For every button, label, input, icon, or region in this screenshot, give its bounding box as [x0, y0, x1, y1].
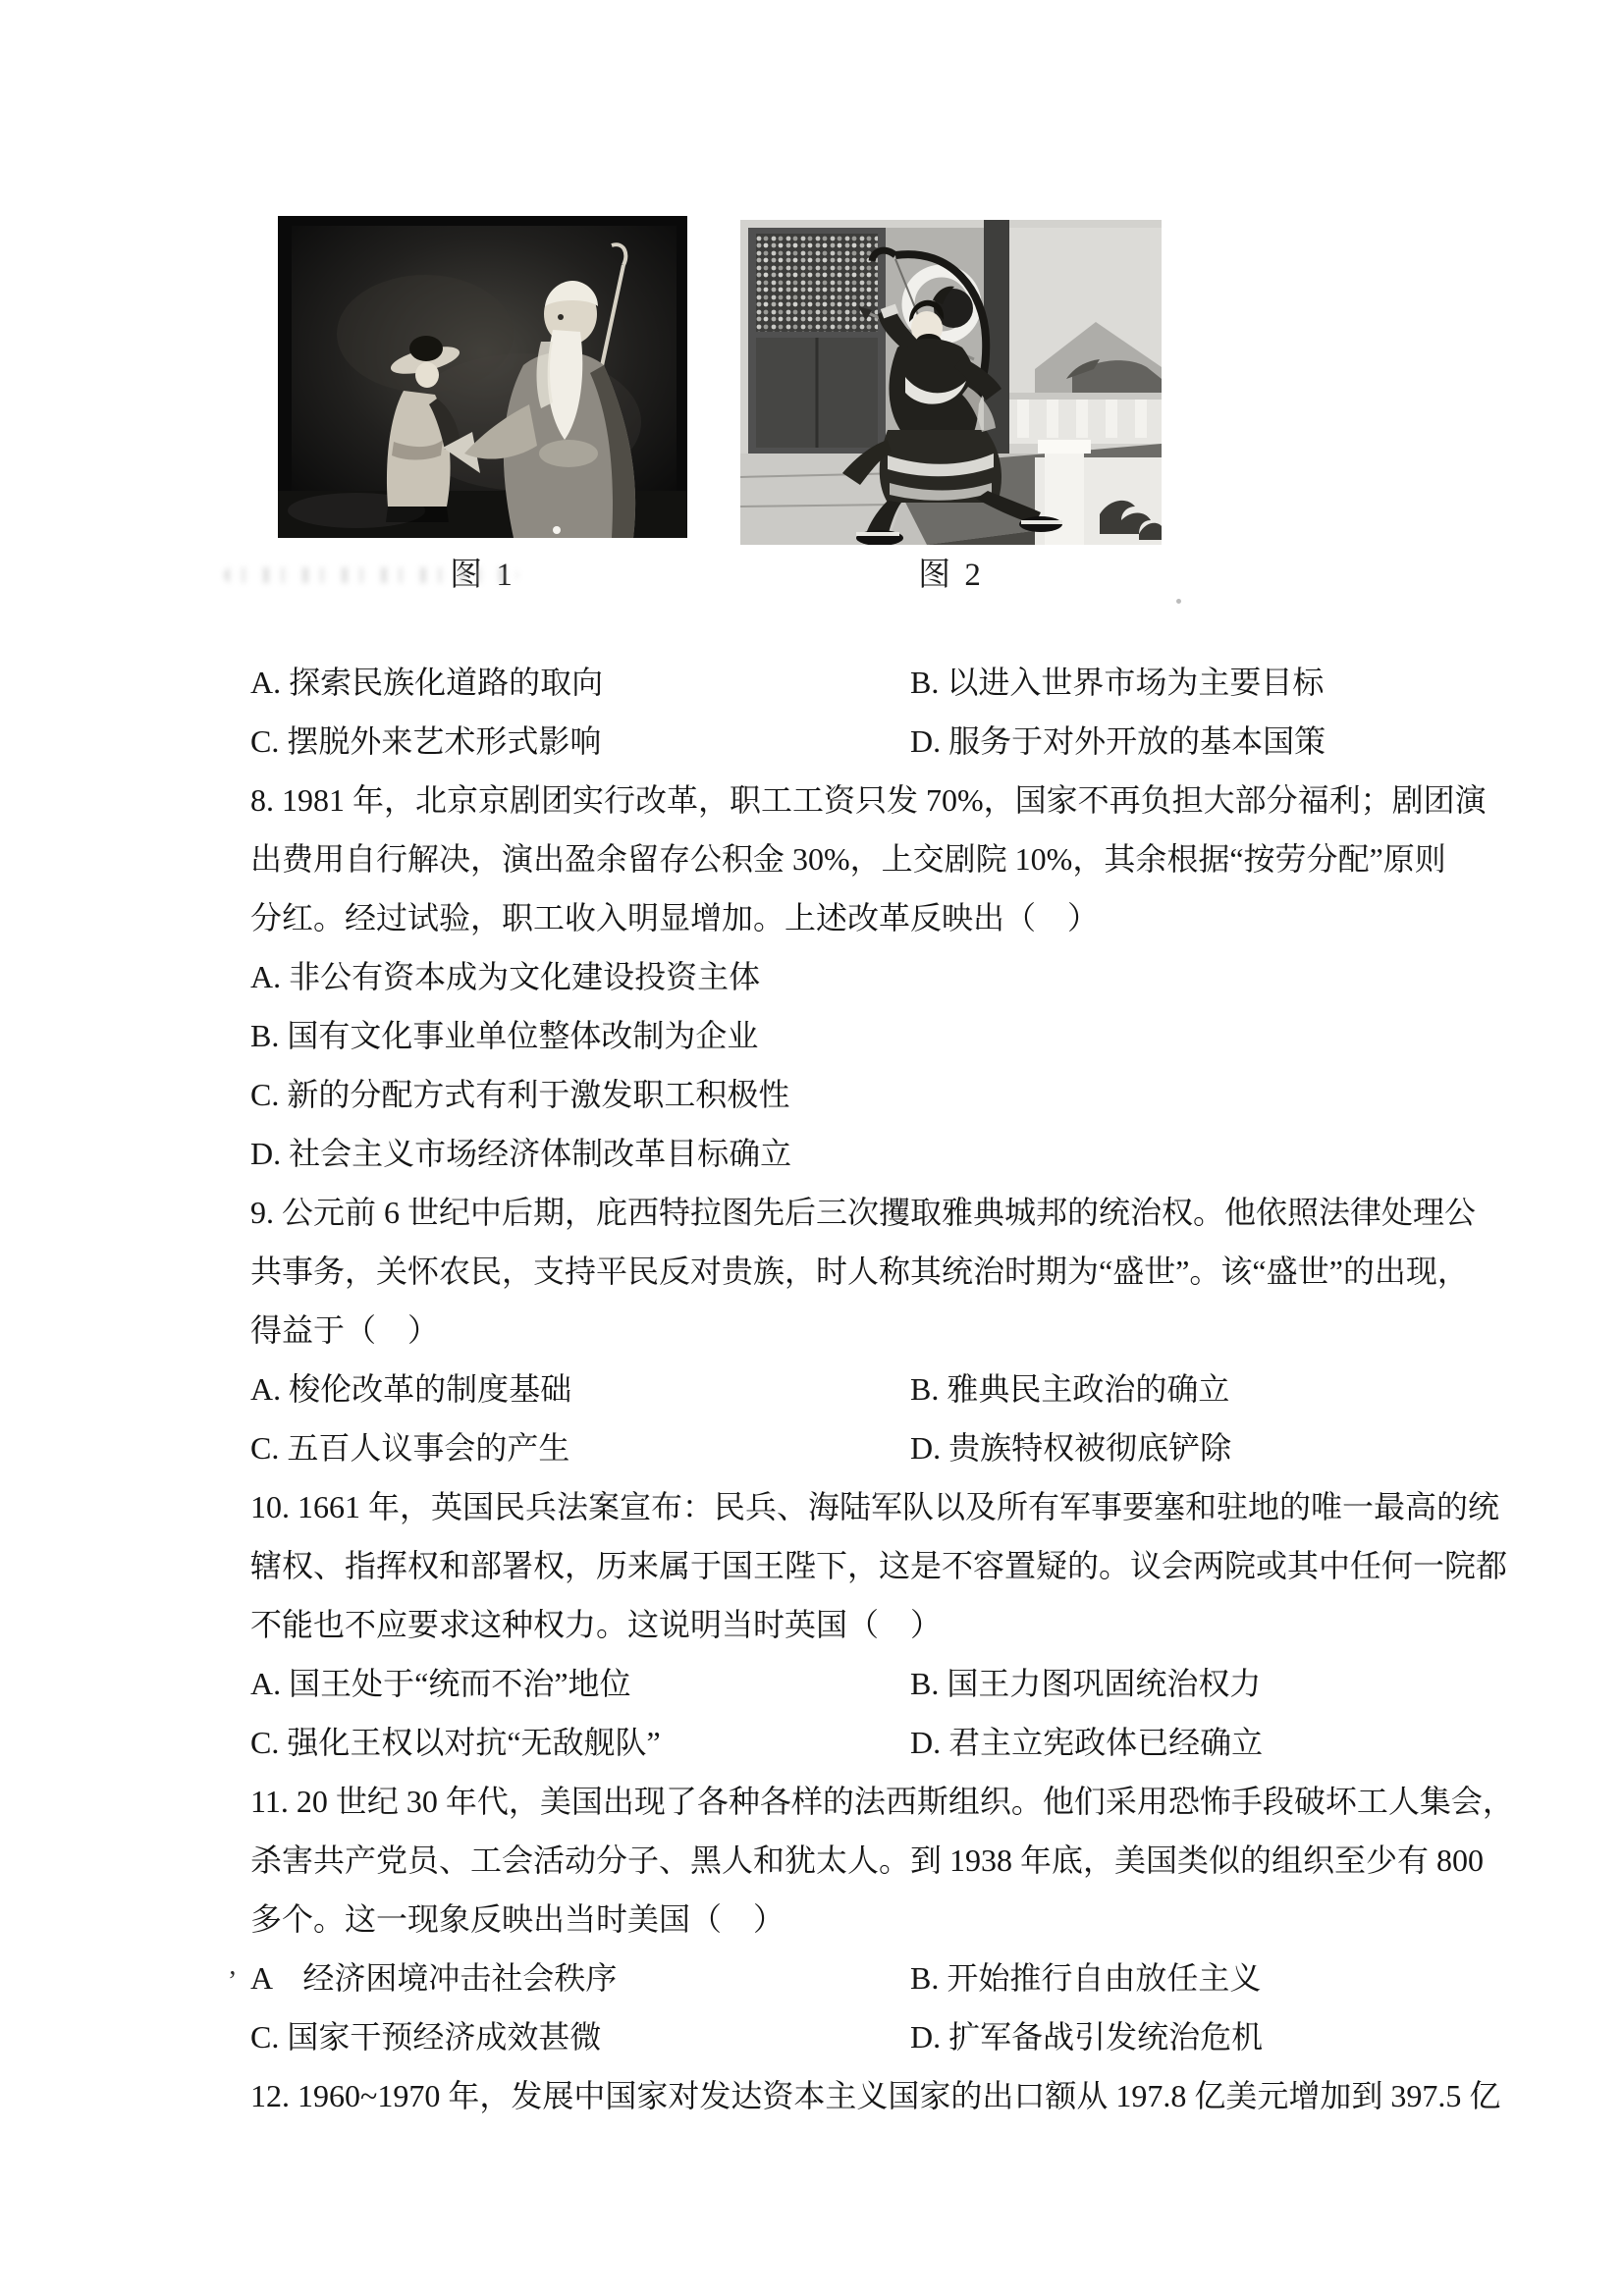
figure-2-illustration: [740, 220, 1162, 545]
question-12-line-1: 12. 1960~1970 年，发展中国家对发达资本主义国家的出口额从 197.8 亿美元增加到 397.5 亿: [250, 2078, 1501, 2113]
scan-noise-dot: [1176, 599, 1181, 604]
figure-2-image: [740, 220, 1162, 545]
question-11-line-1: 11. 20 世纪 30 年代，美国出现了各种各样的法西斯组织。他们采用恐怖手段破坏工人集会，: [250, 1784, 1514, 1819]
question-11-option-b: B. 开始推行自由放任主义: [910, 1960, 1262, 1996]
question-9-option-d: D. 贵族特权被彻底铲除: [910, 1430, 1232, 1466]
question-10-line-3: 不能也不应要求这种权力。这说明当时英国（ ）: [250, 1607, 943, 1642]
question-11-option-d: D. 扩军备战引发统治危机: [910, 2019, 1264, 2055]
figure-1-image: [278, 216, 687, 538]
question-10-option-c: C. 强化王权以对抗“无敌舰队”: [250, 1725, 661, 1760]
question-7-options-row-2: [250, 712, 1478, 771]
question-10-line-1: 10. 1661 年，英国民兵法案宣布：民兵、海陆军队以及所有军事要塞和驻地的唯一最高的统: [250, 1489, 1500, 1524]
question-8-line-3: 分红。经过试验，职工收入明显增加。上述改革反映出（ ）: [250, 900, 1100, 935]
question-11-option-a: A 经济困境冲击社会秩序: [250, 1960, 618, 1996]
figure-1-caption: 图 1: [450, 558, 515, 593]
stray-mark: ’: [228, 1966, 238, 1997]
question-7-option-a: A. 探索民族化道路的取向: [250, 665, 604, 700]
question-7-option-c: C. 摆脱外来艺术形式影响: [250, 723, 602, 759]
question-11-line-2: 杀害共产党员、工会活动分子、黑人和犹太人。到 1938 年底，美国类似的组织至少有 800: [250, 1842, 1485, 1878]
question-10-options-row-1: [250, 1654, 1478, 1713]
question-9-line-1: 9. 公元前 6 世纪中后期，庇西特拉图先后三次攫取雅典城邦的统治权。他依照法律处理公: [250, 1195, 1477, 1230]
question-11-options-row-1: [250, 1949, 1478, 2007]
question-8-line-1: 8. 1981 年，北京京剧团实行改革，职工工资只发 70%，国家不再负担大部分福利；剧团演: [250, 782, 1487, 818]
question-10-option-b: B. 国王力图巩固统治权力: [910, 1666, 1262, 1701]
question-10-option-a: A. 国王处于“统而不治”地位: [250, 1666, 631, 1701]
question-10-option-d: D. 君主立宪政体已经确立: [910, 1725, 1264, 1760]
question-8-option-b: B. 国有文化事业单位整体改制为企业: [250, 1018, 759, 1053]
question-8-option-c: C. 新的分配方式有利于激发职工积极性: [250, 1077, 790, 1112]
question-9-options-row-1: [250, 1360, 1478, 1418]
question-8-line-2: 出费用自行解决，演出盈余留存公积金 30%，上交剧院 10%，其余根据“按劳分配”原则: [250, 841, 1446, 877]
question-7-option-d: D. 服务于对外开放的基本国策: [910, 723, 1326, 759]
figure-2-caption: 图 2: [918, 558, 984, 593]
figure-1-illustration: [278, 216, 687, 538]
question-9-option-a: A. 梭伦改革的制度基础: [250, 1371, 572, 1407]
question-7-option-b: B. 以进入世界市场为主要目标: [910, 665, 1325, 700]
question-9-option-b: B. 雅典民主政治的确立: [910, 1371, 1230, 1407]
question-8-option-a: A. 非公有资本成为文化建设投资主体: [250, 959, 761, 994]
question-9-line-2: 共事务，关怀农民，支持平民反对贵族，时人称其统治时期为“盛世”。该“盛世”的出现，: [250, 1254, 1469, 1289]
question-9-option-c: C. 五百人议事会的产生: [250, 1430, 570, 1466]
question-11-option-c: C. 国家干预经济成效甚微: [250, 2019, 602, 2055]
question-7-options-row-1: [250, 653, 1478, 712]
question-11-options-row-2: [250, 2007, 1478, 2066]
question-9-options-row-2: [250, 1418, 1478, 1477]
scan-smudge: [224, 567, 518, 583]
question-8-option-d: D. 社会主义市场经济体制改革目标确立: [250, 1136, 792, 1171]
question-10-line-2: 辖权、指挥权和部署权，历来属于国王陛下，这是不容置疑的。议会两院或其中任何一院都: [250, 1548, 1508, 1583]
question-text-block: [250, 653, 1514, 2125]
question-10-options-row-2: [250, 1713, 1478, 1772]
question-11-line-3: 多个。这一现象反映出当时美国（ ）: [250, 1901, 785, 1937]
question-9-line-3: 得益于（ ）: [250, 1312, 440, 1348]
